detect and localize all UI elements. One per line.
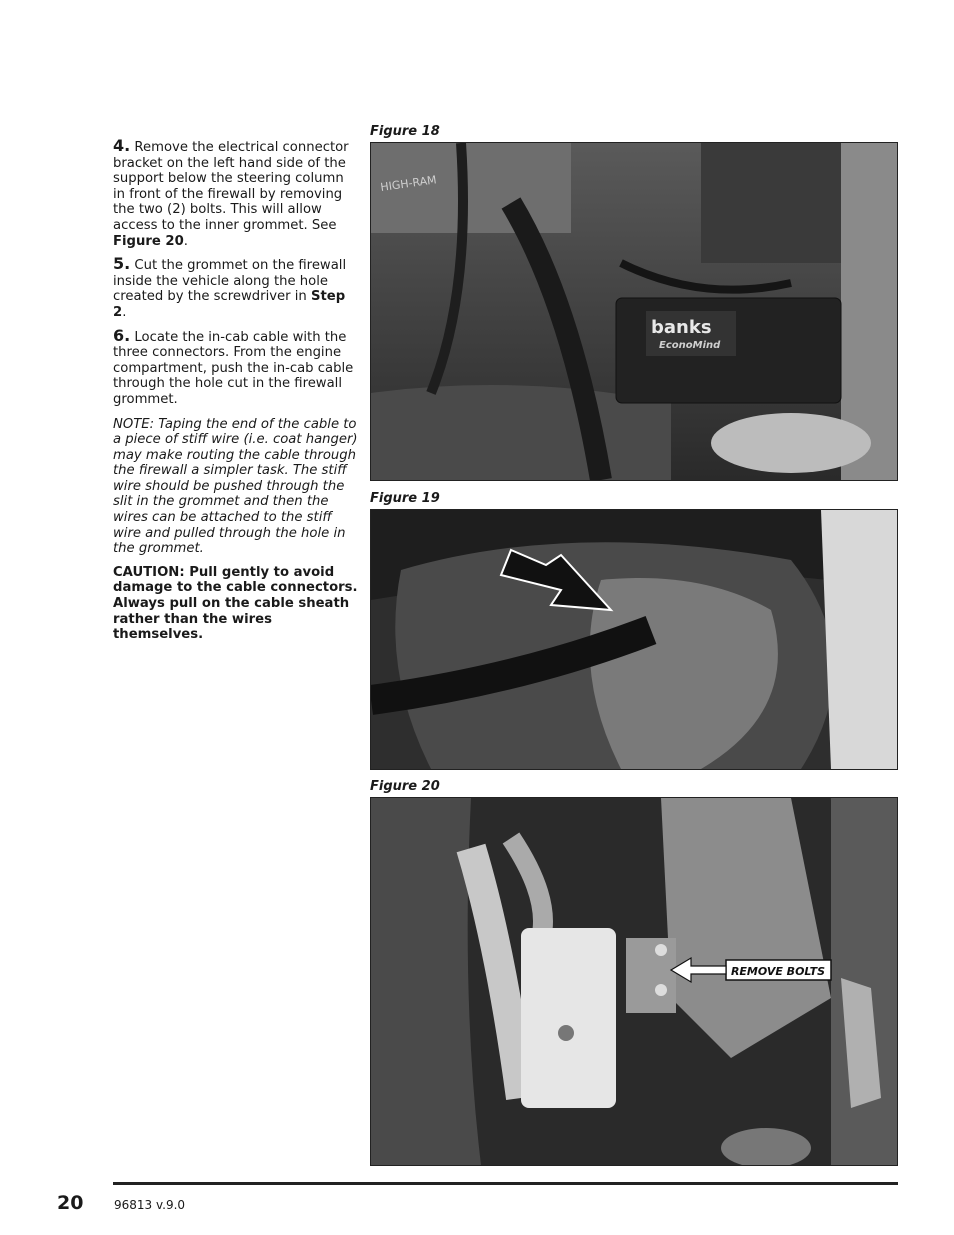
step-6	[113, 325, 359, 408]
instructions-column	[113, 138, 359, 643]
step-4-ref: Figure 20	[113, 233, 184, 249]
step-5: 5. Cut the grommet on the firewall inside the vehicle along the hole created by the screwdriver in Step 2.	[113, 254, 347, 320]
figure-20-photo	[370, 797, 898, 1166]
figure-18-caption: Figure 18	[370, 124, 440, 139]
engine-label: HIGH-RAM	[379, 173, 438, 194]
step-5-number: 5.	[113, 254, 131, 274]
remove-bolts-label: REMOVE BOLTS	[730, 965, 826, 978]
step-4-text: Remove the electrical connector bracket on the left hand side of the support below the steering column in front of the firewall by removing the two (2) bolts. This will allow access to the inner grommet. See	[113, 140, 349, 233]
document-version: 96813 v.9.0	[114, 1198, 186, 1212]
page-number: 20	[57, 1192, 84, 1214]
figure-19-caption: Figure 19	[370, 491, 440, 506]
figure-20-caption: Figure 20	[370, 779, 440, 794]
step-4-number: 4.	[113, 136, 131, 155]
economind-logo: EconoMind	[659, 340, 721, 351]
step-5-text: Cut the grommet on the firewall inside the vehicle along the hole created by the screwdriver in	[113, 258, 347, 305]
step-5-ref: Step 2	[113, 289, 346, 320]
banks-logo: banks	[651, 317, 712, 338]
step-4: 4. Remove the electrical connector bracket on the left hand side of the support below the steering column in front of the firewall by removing the two (2) bolts. This will allow access to the inner grommet. See Figure 20.	[113, 136, 349, 249]
figure-18-photo	[370, 142, 898, 481]
step-6-text: Locate the in-cab cable with the three connectors. From the engine compartment, push the in-cab cable through the hole cut in the firewall grommet.	[113, 329, 354, 407]
note-text: NOTE: Taping the end of the cable to a piece of stiff wire (i.e. coat hanger) may make routing the cable through the firewall a simpler task. The stiff wire should be pushed through the slit in the grommet and then the wires can be attached to the stiff wire and pulled through the hole in the grommet.	[113, 416, 358, 557]
caution-text: CAUTION: Pull gently to avoid damage to the cable connectors. Always pull on the cable sheath rather than the wires themselves.	[113, 564, 358, 643]
figure-19-photo	[370, 509, 898, 770]
footer-rule	[113, 1182, 898, 1185]
step-6-number: 6.	[113, 325, 131, 345]
